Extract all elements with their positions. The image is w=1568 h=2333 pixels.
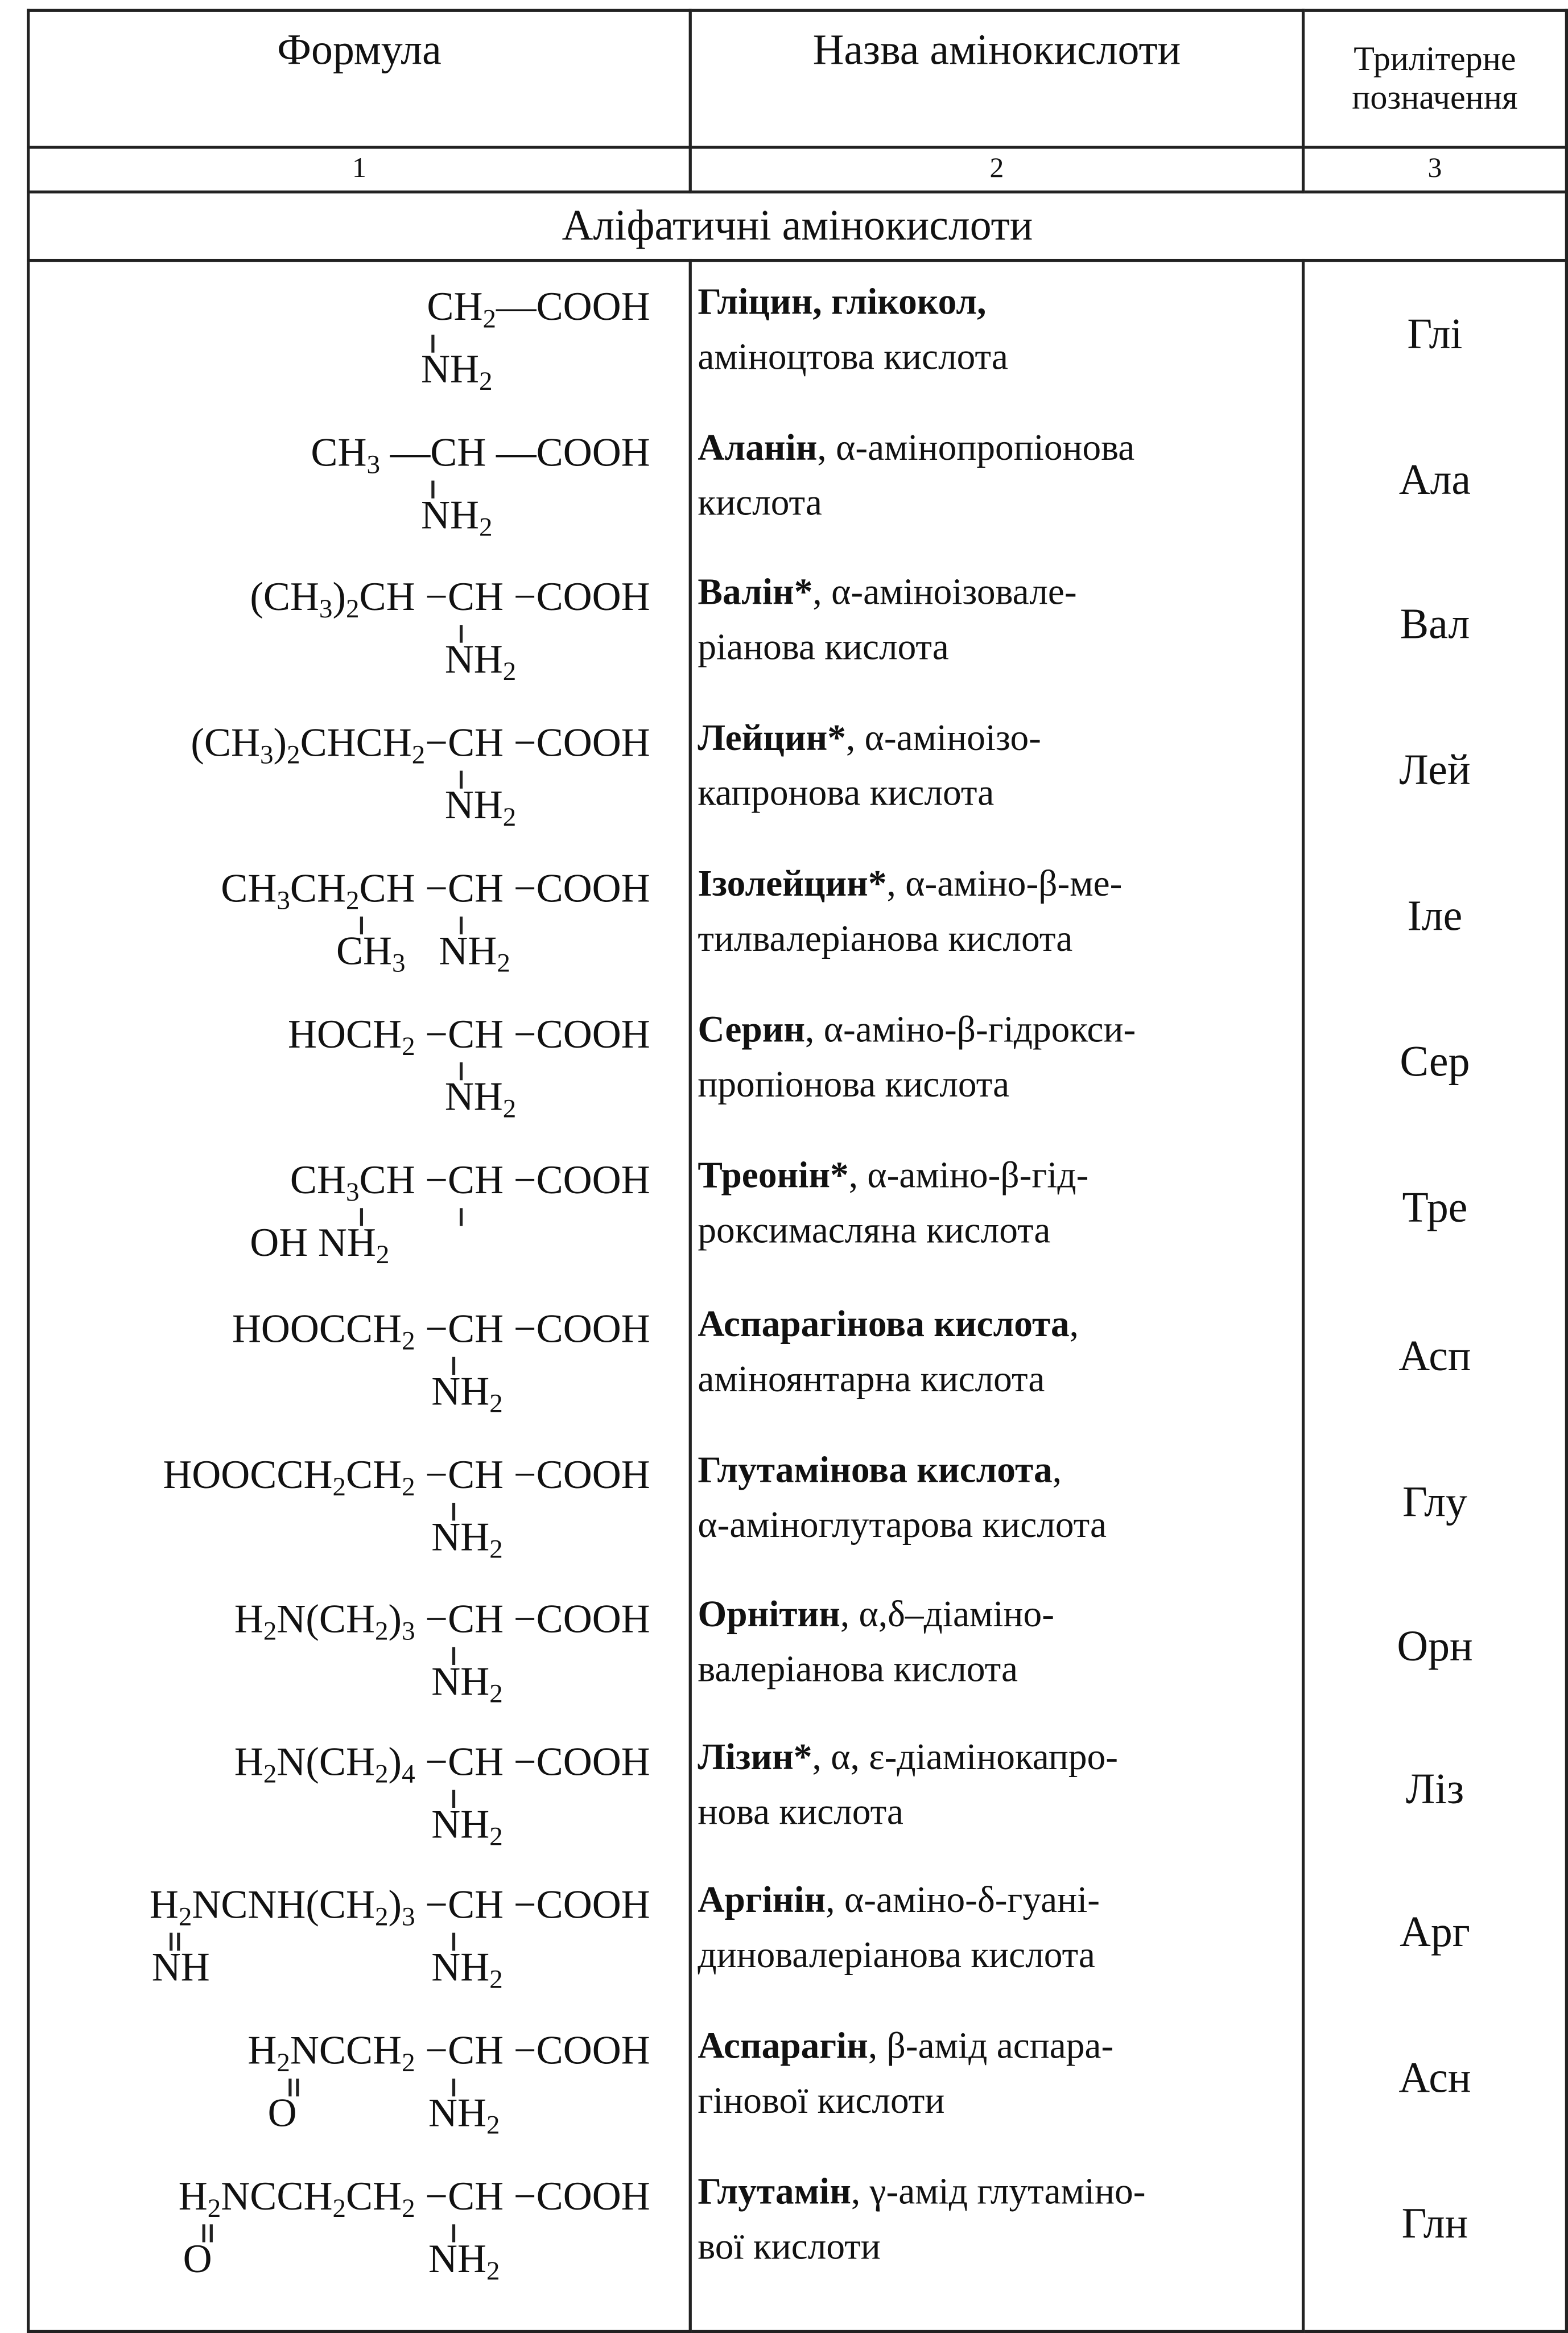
formula-text: NH [428, 2236, 487, 2281]
amino-acid-name [698, 857, 1122, 967]
subscript: 2 [376, 1239, 390, 1269]
formula-text: O [183, 2236, 212, 2281]
formula-text: NCCH [290, 2027, 402, 2073]
three-letter-code: Вал [1400, 601, 1470, 649]
formula-text: −CH −COOH [415, 1452, 650, 1497]
formula-text: NH [420, 347, 479, 391]
amino-acid-name-rest: , [1069, 1305, 1079, 1345]
column-number-2: 2 [690, 147, 1303, 192]
amino-acid-systematic-name: нова кислота [698, 1792, 903, 1833]
subscript: 2 [402, 1471, 415, 1502]
header-formula: Формула [28, 10, 691, 147]
amino-acid-name-bold: Глутамін [698, 2172, 851, 2213]
formula-sub-line [428, 2236, 500, 2286]
formula-sub-line [183, 2236, 212, 2282]
subscript: 2 [375, 1901, 389, 1932]
formula-main-line [250, 574, 650, 624]
formula-text: NCCH [221, 2174, 333, 2219]
subscript: 2 [345, 885, 360, 916]
formula-text: NH [439, 928, 497, 974]
amino-acid-name-rest: , α-аміно-β-ме- [886, 864, 1123, 905]
formula-text: CH [345, 2174, 402, 2219]
subscript: 3 [277, 885, 290, 916]
column-number-3: 3 [1303, 147, 1567, 192]
formula-text: N(CH [277, 1739, 376, 1784]
subscript: 2 [287, 739, 300, 769]
amino-acid-name [698, 1003, 1136, 1112]
amino-acid-name [698, 1443, 1107, 1553]
header-row [28, 10, 1567, 147]
formula-text: NH [428, 2090, 487, 2136]
formula-text: CH −CH −COOH [359, 574, 650, 619]
amino-acid-name [698, 421, 1134, 531]
three-letter-code: Ліз [1405, 1766, 1464, 1814]
formula-text: NH [444, 1074, 503, 1119]
formula-sub-line [444, 782, 517, 832]
formula-text: NH [431, 1514, 490, 1560]
amino-acid-name-bold: Валін* [698, 572, 813, 613]
amino-acid-name-bold: Лізин* [698, 1738, 812, 1778]
amino-acid-name-bold: Аспарагін [698, 2026, 868, 2067]
amino-acid-name-bold: Глутамінова кислота [698, 1450, 1053, 1491]
formula-sub-line [444, 637, 517, 686]
column-number-1: 1 [28, 147, 691, 192]
amino-acid-name-bold: Ізолейцин* [698, 864, 887, 905]
three-letter-code: Тре [1402, 1184, 1468, 1233]
formula-text: CH [336, 928, 393, 974]
formula-text: −CH −COOH [415, 2027, 650, 2073]
three-letter-code: Глн [1401, 2200, 1468, 2248]
subscript: 2 [486, 2109, 500, 2140]
section-row [28, 192, 1567, 260]
formula-sub-line [428, 2090, 500, 2140]
subscript: 3 [392, 947, 406, 978]
formula-sub-line [250, 1220, 390, 1269]
subscript: 2 [489, 1388, 503, 1418]
amino-acid-name-rest: , α-аміно-β-гід- [848, 1156, 1089, 1197]
formula-sub-line [439, 928, 510, 978]
amino-acid-name-bold: Аргінін [698, 1881, 826, 1921]
formula-text: ) [273, 720, 287, 765]
entries-row [28, 261, 1567, 2332]
formula-text: CH [290, 1157, 346, 1202]
subscript: 2 [478, 366, 493, 396]
formula-main-line [290, 1157, 650, 1207]
subscript: 3 [402, 1615, 415, 1646]
formula-main-line [234, 1596, 650, 1646]
amino-acid-table [27, 9, 1568, 2333]
subscript: 2 [489, 1678, 503, 1708]
three-letter-code: Асп [1398, 1333, 1471, 1381]
formula-sub-line [268, 2091, 297, 2137]
subscript: 2 [502, 656, 517, 686]
formula-text: CH [221, 865, 277, 911]
formula-text: NH [444, 637, 503, 682]
amino-acid-name [698, 2019, 1113, 2129]
single-bond [460, 1208, 463, 1226]
subscript: 2 [502, 802, 517, 832]
amino-acid-name-bold: Лейцин* [698, 718, 846, 759]
formula-text: CH [290, 865, 346, 911]
three-letter-code: Арг [1400, 1909, 1470, 1957]
formula-text: −CH −COOH [415, 1012, 650, 1057]
formula-sub-line [336, 928, 406, 978]
subscript: 2 [402, 2047, 415, 2078]
amino-acid-name-bold: Гліцин, глікокол, [698, 282, 987, 323]
three-letter-code: Іле [1407, 892, 1463, 941]
formula-sub-line [444, 1074, 517, 1124]
formula-text: OH NH [250, 1220, 376, 1265]
amino-acid-name [698, 711, 1041, 821]
formula-main-line [234, 1740, 650, 1786]
amino-acid-systematic-name: вої кислоти [698, 2227, 881, 2268]
three-letter-code: Орн [1397, 1623, 1473, 1671]
amino-acid-systematic-name: α-аміноглутарова кислота [698, 1506, 1107, 1546]
subscript: 3 [259, 739, 274, 769]
subscript: 2 [207, 2193, 221, 2223]
amino-acid-systematic-name: аміноцтова кислота [698, 337, 1008, 378]
subscript: 2 [332, 1471, 346, 1502]
subscript: 2 [345, 593, 360, 624]
subscript: 2 [402, 2193, 415, 2223]
amino-acid-systematic-name: капронова кислота [698, 773, 995, 814]
formula-text: H [234, 1596, 263, 1642]
subscript: 2 [489, 1964, 503, 1994]
formula-text: ) [388, 1596, 402, 1642]
formula-text: (CH [250, 574, 319, 619]
amino-acid-name [698, 1588, 1054, 1697]
amino-acid-name-bold: Аланін [698, 428, 818, 469]
formula-text: NH [431, 1802, 490, 1846]
formula-text: −CH −COOH [415, 2174, 650, 2219]
three-letter-code: Сер [1400, 1038, 1470, 1086]
formula-text: HOOCCH [163, 1452, 333, 1497]
formula-main-line [163, 1452, 650, 1502]
formula-main-line [311, 430, 650, 479]
amino-acid-name-rest: , α-аміно-β-гідрокси- [805, 1010, 1136, 1051]
three-letter-code: Лей [1399, 747, 1471, 795]
formula-sub-line [431, 1944, 503, 1994]
formula-text: HOCH [288, 1012, 402, 1057]
amino-acid-name-bold: Треонін* [698, 1156, 849, 1197]
subscript: 2 [411, 739, 426, 769]
subscript: 2 [489, 1534, 503, 1564]
formula-main-line [427, 284, 650, 333]
amino-acid-name-bold: Серин [698, 1010, 806, 1051]
formula-text: CH −CH −COOH [359, 865, 650, 911]
formula-text: H [149, 1882, 179, 1927]
formula-text: NH [444, 782, 503, 827]
formula-text: −CH −COOH [415, 1596, 650, 1642]
formula-sub-line [431, 1802, 503, 1851]
amino-acid-systematic-name: аміноянтарна кислота [698, 1359, 1045, 1400]
formula-text: O [267, 2090, 297, 2136]
amino-acid-name-rest: , α-амінопропіонова [817, 428, 1135, 469]
subscript: 3 [319, 593, 333, 624]
amino-acid-name-rest: , γ-амід глутаміно- [851, 2172, 1146, 2213]
formula-text: CH [345, 1452, 402, 1497]
subscript: 2 [263, 1758, 277, 1788]
amino-acid-name-rest: , β-амід аспара- [868, 2026, 1114, 2067]
amino-acid-systematic-name: гінової кислоти [698, 2081, 945, 2122]
formula-text: NCNH(CH [192, 1882, 376, 1927]
formula-text: −CH −COOH [415, 1882, 650, 1927]
three-letter-code: Глі [1407, 311, 1463, 359]
formula-text: CH [427, 284, 483, 329]
formula-text: ) [388, 1739, 402, 1784]
amino-acid-name [698, 566, 1076, 675]
subscript: 2 [482, 303, 496, 333]
formula-text: CH −CH −COOH [359, 1157, 650, 1202]
name-column [690, 261, 1303, 2332]
subscript: 4 [402, 1758, 415, 1788]
formula-text: HOOCCH [232, 1306, 402, 1351]
amino-acid-systematic-name: валеріанова кислота [698, 1650, 1018, 1691]
amino-acid-name-rest: , α, ε-діамінокапро- [812, 1738, 1119, 1778]
subscript: 2 [402, 1031, 415, 1061]
formula-text: NH [431, 1659, 490, 1704]
formula-text: NH [431, 1944, 490, 1989]
formula-text: ) [388, 1882, 402, 1927]
formula-text: CH [311, 430, 367, 475]
subscript: 2 [277, 2047, 290, 2078]
subscript: 2 [486, 2256, 500, 2286]
three-letter-code: Ала [1398, 456, 1471, 505]
formula-sub-line [420, 347, 493, 396]
formula-text: —CH —COOH [380, 430, 650, 475]
subscript: 2 [332, 2193, 346, 2223]
subscript: 2 [375, 1615, 389, 1646]
formula-main-line [221, 865, 650, 916]
amino-acid-name-rest: , [1052, 1450, 1062, 1491]
amino-acid-name [698, 275, 1008, 385]
formula-text: −CH −COOH [415, 1739, 650, 1784]
formula-main-line [247, 2027, 650, 2078]
amino-acid-systematic-name: роксимасляна кислота [698, 1211, 1051, 1252]
formula-text: H [234, 1739, 263, 1784]
formula-text: (CH [191, 720, 260, 765]
amino-acid-systematic-name: кислота [698, 483, 822, 524]
amino-acid-name [698, 1730, 1118, 1840]
formula-main-line [149, 1882, 650, 1932]
amino-acid-name-rest: , α-аміноізо- [845, 718, 1041, 759]
formula-sub-line [152, 1945, 210, 1991]
formula-main-line [191, 720, 650, 769]
section-title: Аліфатичні амінокислоти [28, 192, 1567, 260]
formula-text: N(CH [277, 1596, 376, 1642]
amino-acid-systematic-name: пропіонова кислота [698, 1065, 1010, 1106]
subscript: 2 [497, 947, 510, 978]
formula-sub-line [431, 1369, 503, 1418]
amino-acid-name [698, 2165, 1145, 2275]
amino-acid-systematic-name: диновалеріанова кислота [698, 1935, 1095, 1976]
formula-text: −CH −COOH [415, 1306, 650, 1351]
formula-text: ) [332, 574, 346, 619]
subscript: 3 [402, 1901, 415, 1932]
subscript: 2 [478, 512, 493, 542]
amino-acid-name-rest: , α-аміно-δ-гуані- [826, 1881, 1100, 1921]
amino-acid-name-bold: Аспарагінова кислота [698, 1305, 1070, 1345]
formula-text: NH [151, 1944, 210, 1989]
formula-sub-line [420, 492, 493, 542]
formula-text: —COOH [496, 284, 650, 329]
formula-text: H [247, 2027, 277, 2073]
subscript: 2 [178, 1901, 192, 1932]
subscript: 2 [263, 1615, 277, 1646]
formula-text: NH [431, 1369, 490, 1414]
three-letter-code: Асн [1398, 2055, 1471, 2103]
column-number-row [28, 147, 1567, 192]
formula-column [28, 261, 691, 2332]
header-name: Назва амінокислоти [690, 10, 1303, 147]
formula-main-line [178, 2174, 650, 2223]
amino-acid-name-rest: , α,δ–діаміно- [840, 1595, 1055, 1635]
code-column [1303, 261, 1567, 2332]
subscript: 2 [402, 1325, 415, 1356]
formula-text: H [178, 2174, 208, 2219]
formula-sub-line [431, 1514, 503, 1564]
three-letter-code: Глу [1402, 1479, 1467, 1527]
subscript: 2 [502, 1093, 517, 1124]
subscript: 2 [375, 1758, 389, 1788]
formula-main-line [232, 1306, 650, 1356]
subscript: 2 [489, 1821, 503, 1851]
formula-text: NH [420, 492, 479, 537]
formula-text: −CH −COOH [425, 720, 650, 765]
amino-acid-systematic-name: тилвалеріанова кислота [698, 919, 1073, 960]
formula-text: CHCH [300, 720, 412, 765]
formula-main-line [288, 1012, 650, 1061]
amino-acid-name-bold: Орнітин [698, 1595, 840, 1635]
subscript: 3 [345, 1177, 360, 1207]
header-code: Трилітерне позначення [1303, 10, 1567, 147]
amino-acid-name [698, 1873, 1100, 1983]
amino-acid-name-rest: , α-аміноізовале- [812, 572, 1077, 613]
amino-acid-name [698, 1297, 1079, 1407]
subscript: 3 [366, 449, 381, 479]
amino-acid-name [698, 1149, 1088, 1259]
amino-acid-systematic-name: ріанова кислота [698, 628, 949, 669]
formula-sub-line [431, 1659, 503, 1708]
